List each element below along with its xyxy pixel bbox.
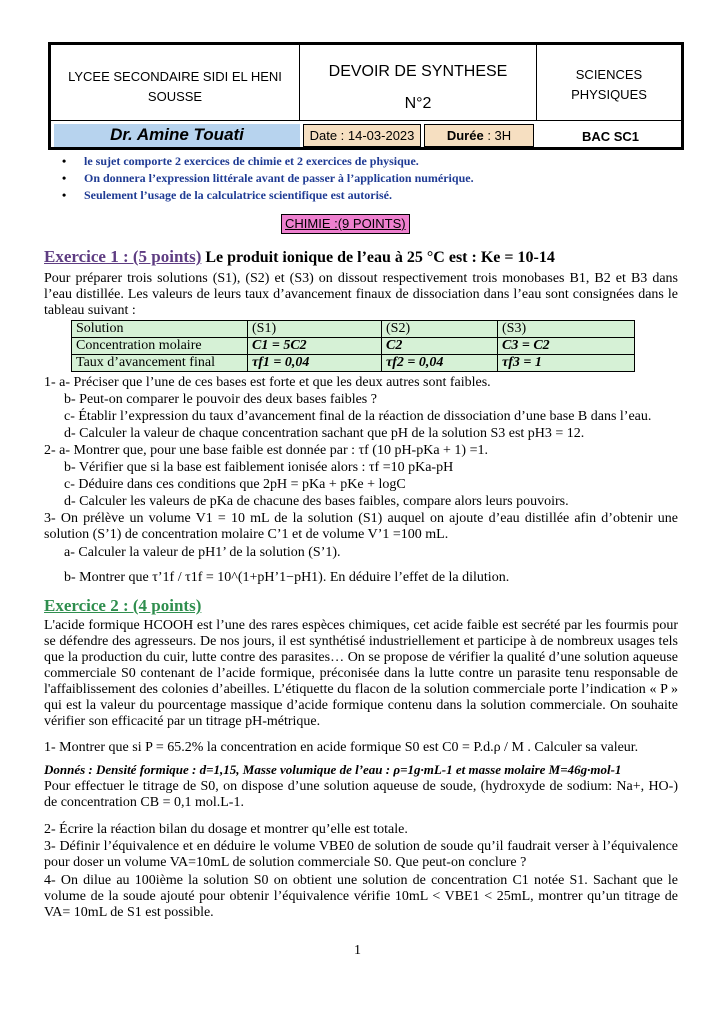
table-cell: Concentration molaire (72, 338, 248, 355)
section-title: CHIMIE :(9 POINTS) (281, 214, 410, 234)
question-1c: c- Établir l’expression du taux d’avancement final de la réaction de dissociation d’une base B dans l’eau. (64, 409, 652, 424)
exercise2-question-2: 2- Écrire la réaction bilan du dosage et montrer qu’elle est totale. (44, 822, 408, 837)
exercise2-heading-line (44, 598, 678, 616)
school-name: LYCEE SECONDAIRE SIDI EL HENI SOUSSE (51, 45, 300, 121)
header-box (48, 42, 684, 150)
table-row (72, 338, 635, 355)
question-2a: 2- a- Montrer que, pour une base faible est donnée par : τf (10 pH-pKa + 1) =1. (44, 443, 488, 458)
exercise2-data: Donnés : Densité formique : d=1,15, Masse volumique de l’eau : ρ=1g·mL-1 et masse molaire M=46g·mol-1 (44, 762, 622, 777)
page-number: 1 (354, 943, 361, 958)
table-cell: τf2 = 0,04 (382, 355, 498, 372)
exercise2-question-1: 1- Montrer que si P = 65.2% la concentration en acide formique S0 est C0 = P.d.ρ / M . Calculer sa valeur. (44, 740, 639, 755)
instruction-item: • Seulement l’usage de la calculatrice scientifique est autorisé. (62, 187, 474, 204)
question-2d: d- Calculer les valeurs de pKa de chacune des bases faibles, compare alors leurs pouvoirs. (64, 494, 569, 509)
table-cell: Solution (72, 321, 248, 338)
question-3b: b- Montrer que τ’1f / τ1f = 10^(1+pH’1−pH1). En déduire l’effet de la dilution. (64, 570, 510, 585)
exercise1-title: Le produit ionique de l’eau à 25 °C est : Ke = 10-14 (201, 249, 555, 266)
table-cell: (S3) (498, 321, 635, 338)
table-cell: τf3 = 1 (498, 355, 635, 372)
instruction-item: • le sujet comporte 2 exercices de chimie et 2 exercices de physique. (62, 153, 474, 170)
exam-title-line2: N°2 (404, 95, 432, 112)
exam-title (300, 45, 537, 121)
instructions-list (62, 153, 474, 204)
question-3a: a- Calculer la valeur de pH1’ de la solution (S’1). (64, 545, 341, 560)
exam-title-line1: DEVOIR DE SYNTHESE (328, 63, 508, 80)
instruction-item: • On donnera l’expression littérale avant de passer à l’application numérique. (62, 170, 474, 187)
exercise2-question-4: 4- On dilue au 100ième la solution S0 on obtient une solution de concentration C1 notée S1. Sachant que le volume de la soude ajouté pour obtenir l’équivalence vérifie 10mL < VBE1 < 25mL, montrer qu’un titrage de VA= 10mL de S1 est possible. (44, 873, 678, 920)
exam-duration: Durée : 3H (424, 124, 534, 147)
exercise2-intro: L'acide formique HCOOH est l’une des rares espèces chimiques, cet acide faible est secrété par les fourmis pour se défendre des agresseurs. De nos jours, il est synthétisé industriellement et participe à de nombreux usages tels que la production du cuir, lutte contre des parasites… On se propose de vérifier la qualité d’une solution aqueuse commerciale S0 contenant de l’acide formique, préconisée dans la lutte contre un parasite tenu responsable de l'affaiblissement des colonies d’abeilles. L’étiquette du flacon de la solution commerciale porte l’indication « P » qui est la valeur du pourcentage massique d’acide formique contenu dans la solution commerciale. On souhaite vérifier son efficacité par un titrage pH-métrique. (44, 618, 678, 729)
table-cell: Taux d’avancement final (72, 355, 248, 372)
table-cell: C1 = 5C2 (248, 338, 382, 355)
exercise2-titration-setup: Pour effectuer le titrage de S0, on dispose d’une solution aqueuse de soude, (hydroxyde de sodium: Na+, HO-) de concentration CB = 0,1 mol.L-1. (44, 779, 678, 810)
exercise2-heading: Exercice 2 : (4 points) (44, 596, 202, 615)
table-cell: (S1) (248, 321, 382, 338)
exercise2-question-3: 3- Définir l’équivalence et en déduire le volume VBE0 de solution de soude qu’il faudrait verser à l’équivalence pour doser un volume VA=10mL de solution commerciale S0. Que peut-on conclure ? (44, 839, 678, 870)
table-row (72, 321, 635, 338)
exercise1-title-line (44, 249, 678, 267)
subject: SCIENCES PHYSIQUES (537, 45, 681, 121)
question-3: 3- On prélève un volume V1 = 10 mL de la solution (S1) auquel on ajoute d’eau distillée afin d’obtenir une solution (S’1) de concentration molaire C’1 et de volume V’1 =100 mL. (44, 511, 678, 542)
exam-level: BAC SC1 (581, 129, 640, 144)
teacher-name: Dr. Amine Touati (54, 124, 300, 147)
table-cell: τf1 = 0,04 (248, 355, 382, 372)
table-cell: C2 (382, 338, 498, 355)
data-table (71, 320, 635, 372)
question-1d: d- Calculer la valeur de chaque concentration sachant que pH de la solution S3 est pH3 = 12. (64, 426, 585, 441)
exercise1-intro: Pour préparer trois solutions (S1), (S2) et (S3) on dissout respectivement trois monobases B1, B2 et B3 dans l’eau distillée. Les valeurs de leurs taux d’avancement finaux de dissociation dans l’eau sont consignées dans le tableau suivant : (44, 271, 678, 318)
question-2b: b- Vérifier que si la base est faiblement ionisée alors : τf =10 pKa-pH (64, 460, 454, 475)
table-row (72, 355, 635, 372)
question-1b: b- Peut-on comparer le pouvoir des deux bases faibles ? (64, 392, 377, 407)
table-cell: C3 = C2 (498, 338, 635, 355)
exam-date: Date : 14-03-2023 (303, 124, 421, 147)
table-cell: (S2) (382, 321, 498, 338)
question-2c: c- Déduire dans ces conditions que 2pH = pKa + pKe + logC (64, 477, 406, 492)
question-1a: 1- a- Préciser que l’une de ces bases est forte et que les deux autres sont faibles. (44, 375, 491, 390)
exercise1-heading: Exercice 1 : (5 points) (44, 247, 202, 266)
